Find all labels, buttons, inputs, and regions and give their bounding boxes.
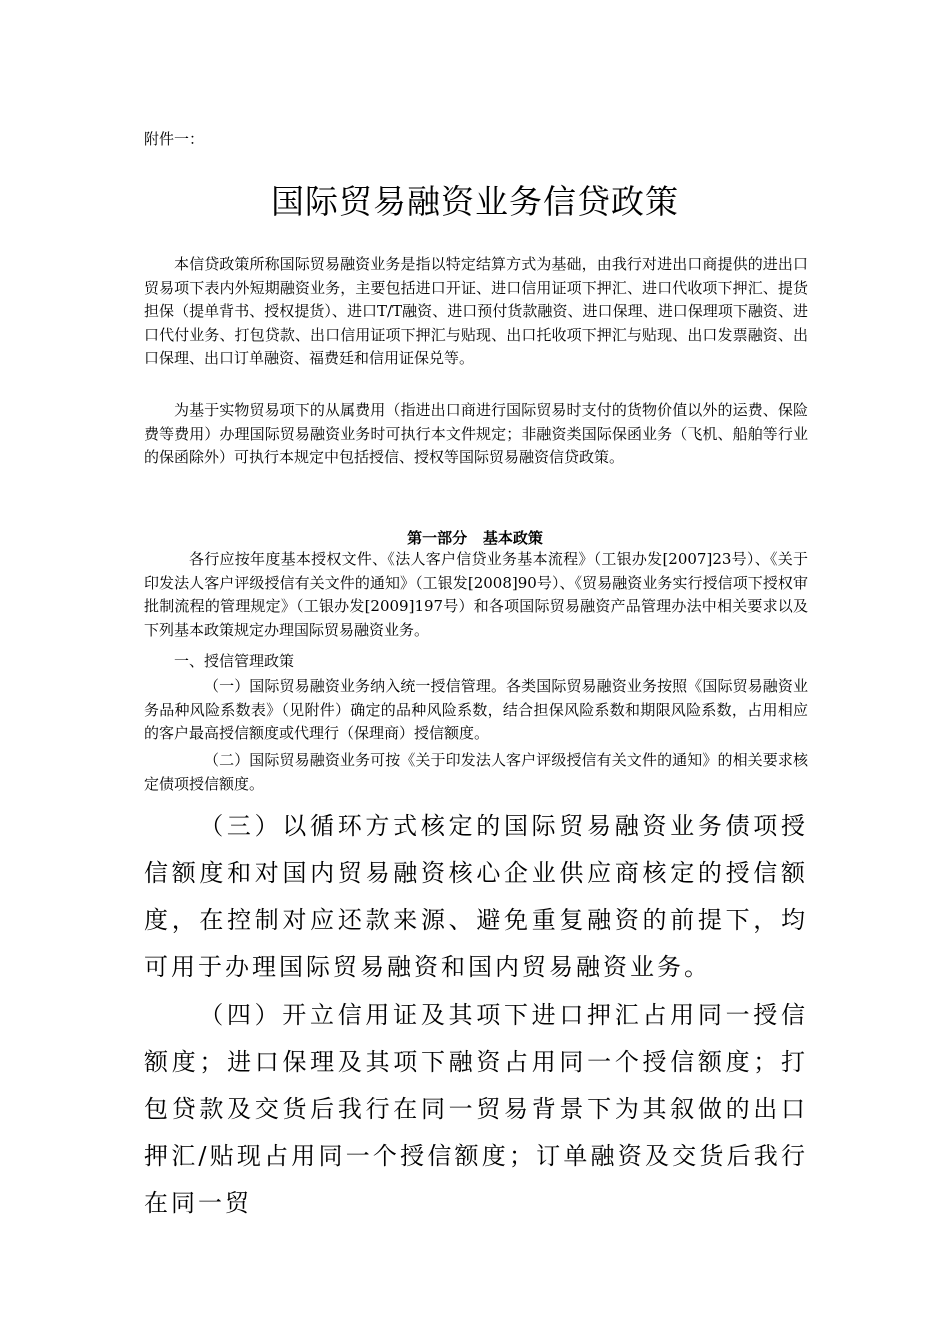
subheading-credit-management: 一、授信管理政策 bbox=[174, 652, 295, 670]
section-intro-paragraph: 各行应按年度基本授权文件、《法人客户信贷业务基本流程》（工银办发[2007]23号）、《关于印发法人客户评级授信有关文件的通知》（工银发[2008]90号）、《贸易融资业务实行授信项下授权审批制流程的管理规定》（工银办发[2009]197号）和各项国际贸易融资产品管理办法中相关要求以及下列基本政策规定办理国际贸易融资业务。 bbox=[144, 550, 808, 639]
policy-item-3: （三）以循环方式核定的国际贸易融资业务债项授信额度和对国内贸易融资核心企业供应商核定的授信额度，在控制对应还款来源、避免重复融资的前提下，均可用于办理国际贸易融资和国内贸易融资业务。 bbox=[144, 812, 808, 981]
intro-paragraph-2: 为基于实物贸易项下的从属费用（指进出口商进行国际贸易时支付的货物价值以外的运费、保险费等费用）办理国际贸易融资业务时可执行本文件规定；非融资类国际保函业务（飞机、船舶等行业的保函除外）可执行本规定中包括授信、授权等国际贸易融资信贷政策。 bbox=[144, 401, 808, 466]
policy-item-1: （一）国际贸易融资业务纳入统一授信管理。各类国际贸易融资业务按照《国际贸易融资业务品种风险系数表》（见附件）确定的品种风险系数，结合担保风险系数和期限风险系数，占用相应的客户最高授信额度或代理行（保理商）授信额度。 bbox=[144, 677, 808, 742]
attachment-label: 附件一： bbox=[144, 130, 205, 148]
document-title: 国际贸易融资业务信贷政策 bbox=[271, 182, 679, 221]
policy-item-4: （四）开立信用证及其项下进口押汇占用同一授信额度；进口保理及其项下融资占用同一个授信额度；打包贷款及交货后我行在同一贸易背景下为其叙做的出口押汇/贴现占用同一个授信额度；订单融资及交货后我行在同一贸 bbox=[144, 1001, 808, 1217]
section-heading: 第一部分 基本政策 bbox=[407, 529, 543, 547]
intro-paragraph-1: 本信贷政策所称国际贸易融资业务是指以特定结算方式为基础，由我行对进出口商提供的进出口贸易项下表内外短期融资业务，主要包括进口开证、进口信用证项下押汇、进口代收项下押汇、提货担保（提单背书、授权提货）、进口T/T融资、进口预付货款融资、进口保理、进口保理项下融资、进口代付业务、打包贷款、出口信用证项下押汇与贴现、出口托收项下押汇与贴现、出口发票融资、出口保理、出口订单融资、福费廷和信用证保兑等。 bbox=[144, 255, 808, 367]
policy-item-2: （二）国际贸易融资业务可按《关于印发法人客户评级授信有关文件的通知》的相关要求核定债项授信额度。 bbox=[144, 751, 808, 793]
